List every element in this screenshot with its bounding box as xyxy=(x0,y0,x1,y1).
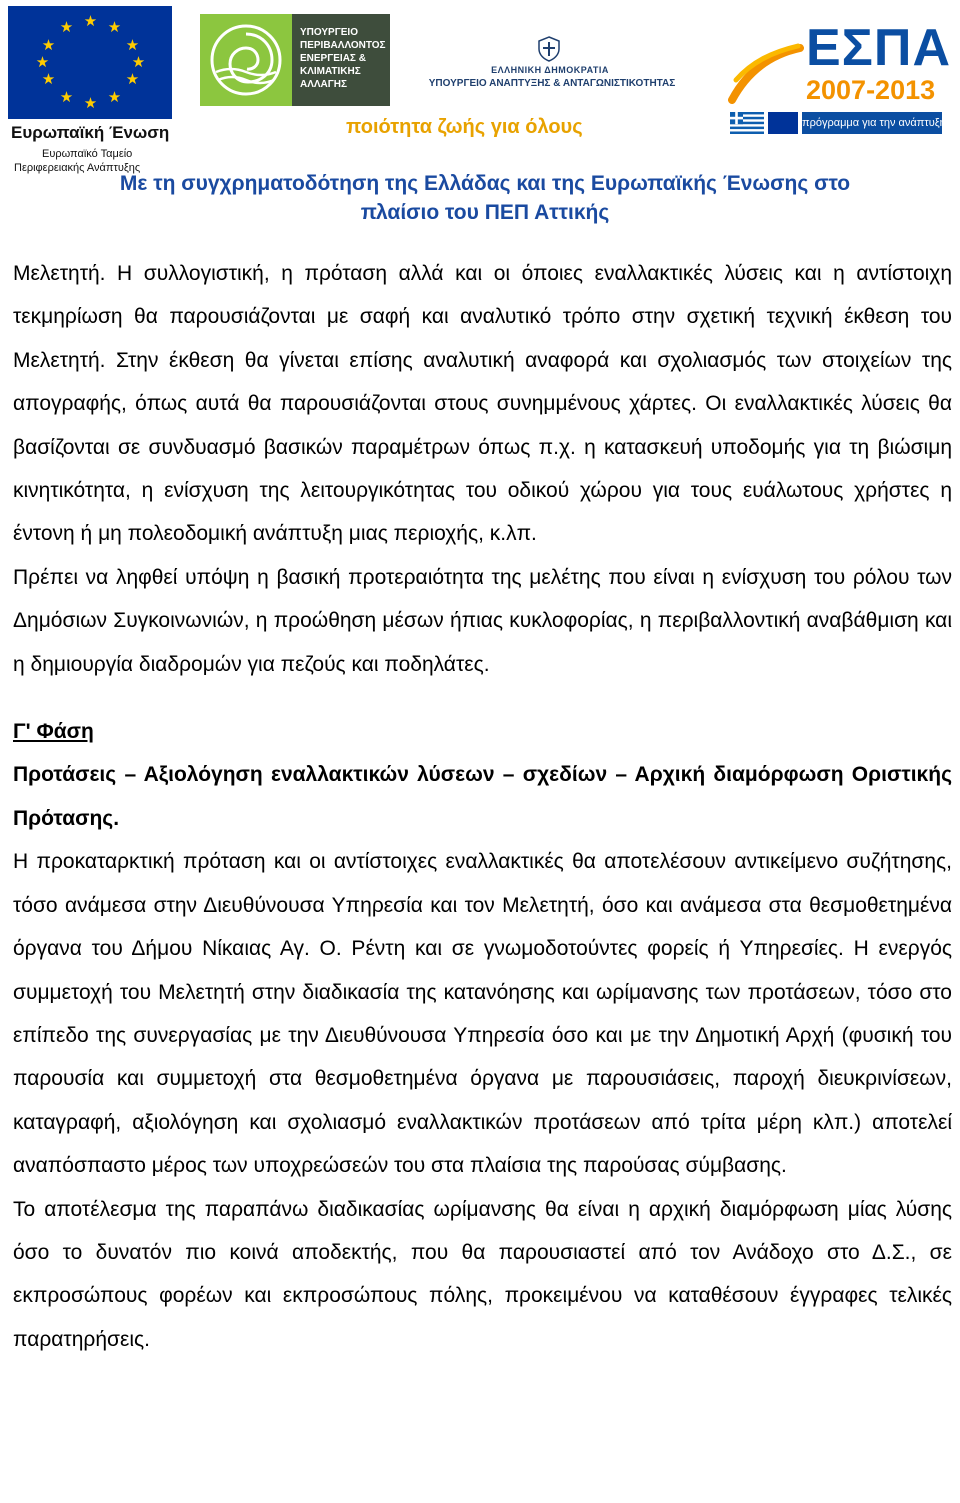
section-title: Προτάσεις – Αξιολόγηση εναλλακτικών λύσεων – σχεδίων – Αρχική διαμόρφωση Οριστικής Πρότασης. xyxy=(13,763,952,830)
cofunding-statement: πλαίσιο του ΠΕΠ Αττικής xyxy=(360,201,610,224)
environment-emblem-icon xyxy=(200,14,292,106)
eu-star-icon: ★ xyxy=(59,89,74,106)
paragraph: Μελετητή. Η συλλογιστική, η πρόταση αλλά και οι όποιες εναλλακτικές λύσεις και η αντίστοιχη τεκμηρίωση θα παρουσιάζονται με σαφή και αναλυτικό τρόπο στην σχετική τεχνική έκθεση του Μελετητή. Στην έκθεση θα γίνεται επίσης αναλυτική αναφορά και σχολιασμός των στοιχείων της απογραφής, όπως αυτά θα παρουσιάζονται στους συνημμένους χάρτες. Οι εναλλακτικές λύσεις θα βασίζονται σε συνδυασμό βασικών παραμέτρων όπως π.χ. η κατασκευή υποδομής για τη βιώσιμη κινητικότητα, η ενίσχυση της λειτουργικότητας του οδικού χώρου για τους ευάλωτους χρήστες η έντονη ή μη πολεοδομική ανάπτυξη μιας περιοχής, κ.λπ. xyxy=(13,262,952,546)
eu-star-icon: ★ xyxy=(41,71,56,88)
ministry-environment-text: ΚΛΙΜΑΤΙΚΗΣ xyxy=(300,66,361,77)
section-heading: Γ' Φάση xyxy=(13,720,94,744)
ministry-environment-text: ΥΠΟΥΡΓΕΙΟ xyxy=(300,27,358,38)
eu-star-icon: ★ xyxy=(125,71,140,88)
cofunding-statement: Με τη συγχρηματοδότηση της Ελλάδας και της Ευρωπαϊκής Ένωσης στο xyxy=(119,172,851,195)
paragraph: Το αποτέλεσμα της παραπάνω διαδικασίας ωρίμανσης θα είναι η αρχική διαμόρφωση μίας λύσης όσο το δυνατόν πιο κοινά αποδεκτής, που θα παρουσιαστεί από τον Ανάδοχο στο Δ.Σ., σε εκπροσώπους φορέων και εκπροσώπους πόλης, προκειμένου να καταθέσουν έγγραφες τελικές παρατηρήσεις. xyxy=(13,1197,952,1351)
document-body xyxy=(13,252,952,1361)
eu-star-icon: ★ xyxy=(35,54,50,71)
paragraph: Η προκαταρκτική πρόταση και οι αντίστοιχες εναλλακτικές θα αποτελέσουν αντικείμενο συζήτησης, τόσο ανάμεσα στην Διευθύνουσα Υπηρεσία και τον Μελετητή, όσο και ανάμεσα στα θεσμοθετημένα όργανα του Δήμου Νίκαιας Αγ. Ο. Ρέντη και σε γνωμοδοτούντες φορείς ή Υπηρεσίες. Η ενεργός συμμετοχή του Μελετητή στην διαδικασία της κατανόησης και ωρίμανσης των προτάσεων, τόσο στο επίπεδο της συνεργασίας με την Διευθύνουσα Υπηρεσία όσο και με την Δημοτική Αρχή (φυσική του παρουσία και συμμετοχή στα θεσμοθετημένα όργανα με παρουσιάσεις, παροχή διευκρινίσεων, καταγραφή, αξιολόγηση και σχολιασμό εναλλακτικών προτάσεων από τρίτα μέρη κλπ.) αποτελεί αναπόσπαστο μέρος των υποχρεώσεών του στα πλαίσια της παρούσας σύμβασης. xyxy=(13,850,952,1178)
eu-logo-subtitle: Ευρωπαϊκό Ταμείο xyxy=(42,148,133,160)
espa-logo-years: 2007-2013 xyxy=(806,75,936,105)
paragraph: Πρέπει να ληφθεί υπόψη η βασική προτεραιότητα της μελέτης που είναι η ενίσχυση του ρόλου των Δημόσιων Συγκοινωνιών, η προώθηση μέσων ήπιας κυκλοφορίας, η περιβαλλοντική αναβάθμιση και η δημιουργία διαδρομών για πεζούς και ποδηλάτες. xyxy=(13,565,952,676)
eu-star-icon: ★ xyxy=(107,89,122,106)
ministry-environment-text: ΕΝΕΡΓΕΙΑΣ & xyxy=(300,53,366,64)
ministry-development-text: ΥΠΟΥΡΓΕΙΟ ΑΝΑΠΤΥΞΗΣ & ΑΝΤΑΓΩΝΙΣΤΙΚΟΤΗΤΑΣ xyxy=(428,78,676,89)
greek-flag-icon xyxy=(730,112,764,134)
eu-mini-flag-icon xyxy=(768,112,798,134)
eu-flag-icon xyxy=(8,6,172,119)
page-header xyxy=(0,0,960,235)
eu-star-icon: ★ xyxy=(59,19,74,36)
espa-logo-word: ΕΣΠΑ xyxy=(806,19,951,77)
eu-star-icon: ★ xyxy=(83,13,98,30)
ministry-development-text: ΕΛΛΗΝΙΚΗ ΔΗΜΟΚΡΑΤΙΑ xyxy=(491,65,609,75)
espa-swoosh-icon xyxy=(728,40,804,108)
ministry-environment-text: ΠΕΡΙΒΑΛΛΟΝΤΟΣ xyxy=(300,40,386,51)
eu-star-icon: ★ xyxy=(41,37,56,54)
greek-crest-icon xyxy=(536,36,562,62)
eu-star-icon: ★ xyxy=(125,37,140,54)
slogan: ποιότητα ζωής για όλους xyxy=(346,116,583,138)
eu-star-icon: ★ xyxy=(83,95,98,112)
eu-logo-subtitle: Περιφερειακής Ανάπτυξης xyxy=(14,162,141,174)
ministry-environment-logo xyxy=(200,14,390,106)
eu-star-icon: ★ xyxy=(107,19,122,36)
eu-star-icon: ★ xyxy=(131,54,146,71)
espa-program-label: πρόγραμμα για την ανάπτυξη xyxy=(802,112,942,134)
ministry-environment-text: ΑΛΛΑΓΗΣ xyxy=(300,79,348,90)
eu-logo-title: Ευρωπαϊκή Ένωση xyxy=(11,123,170,142)
